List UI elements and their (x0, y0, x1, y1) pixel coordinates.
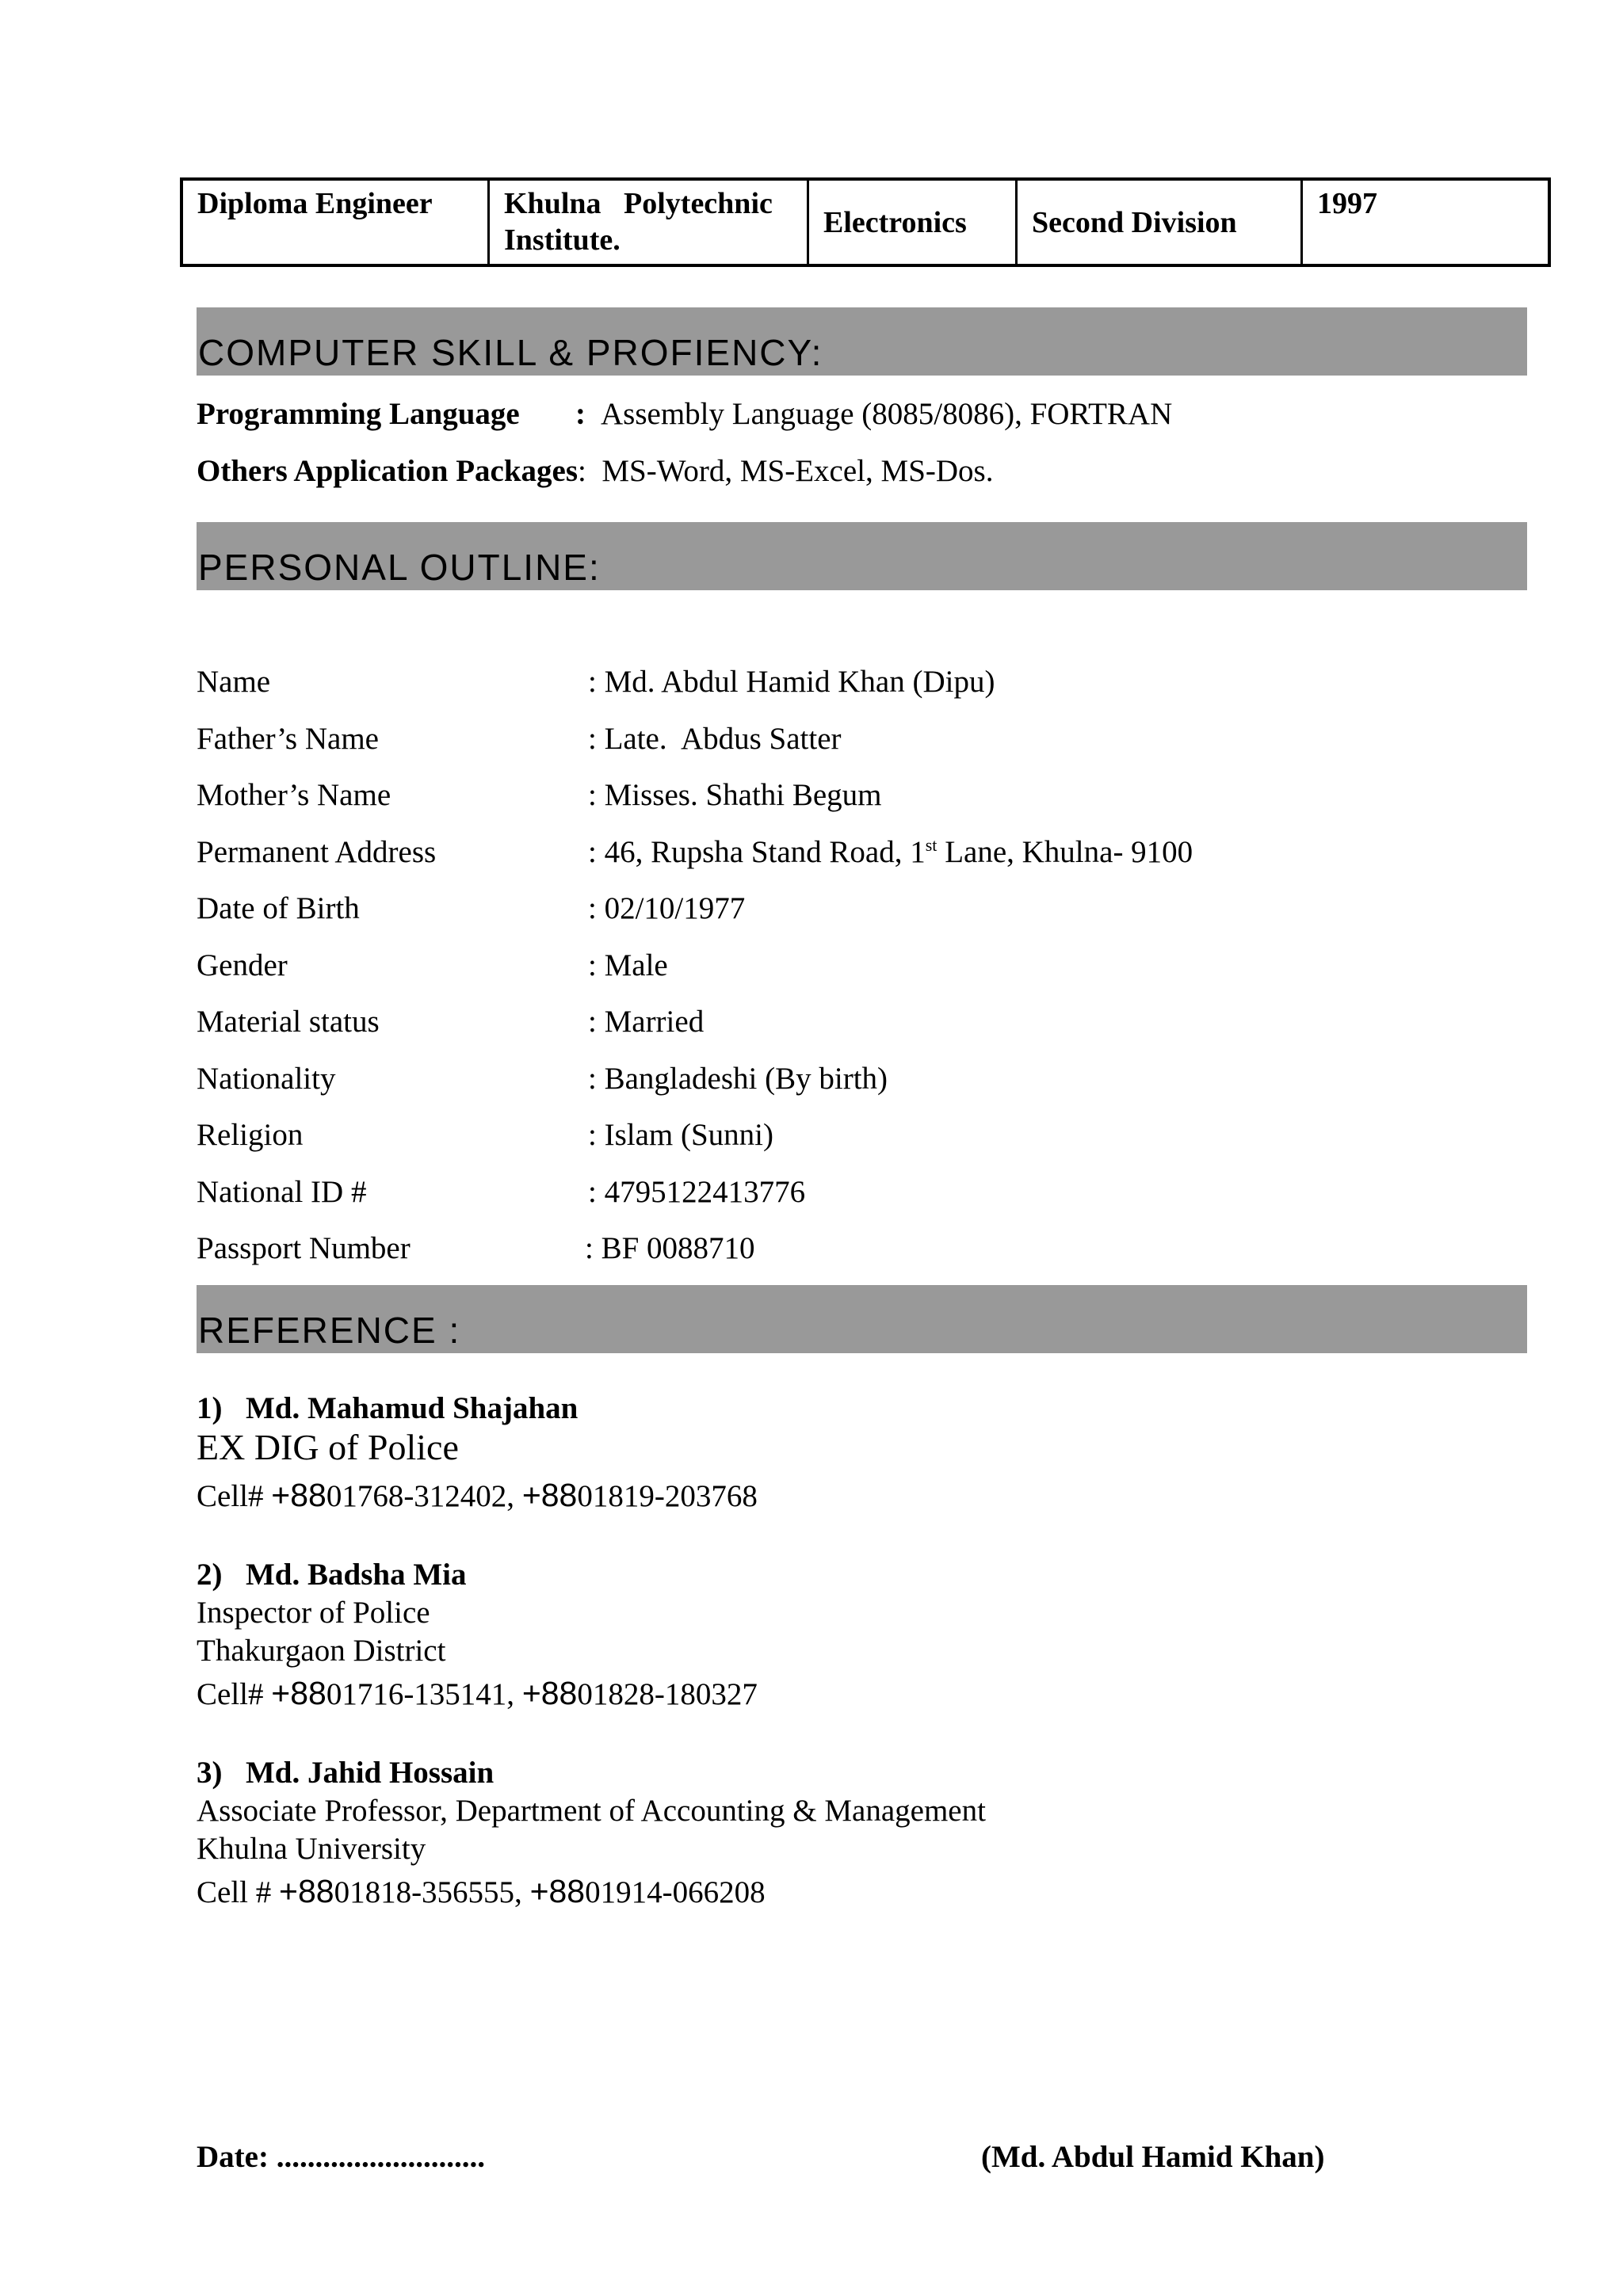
personal-row-address (197, 834, 1193, 870)
country-code: +88 (521, 1675, 578, 1711)
personal-row-mother (197, 777, 882, 813)
personal-value-cont: Lane, Khulna- 9100 (937, 835, 1193, 869)
reference-1-name (197, 1390, 578, 1426)
phone-number: 01818-356555, (334, 1875, 530, 1909)
personal-label: Religion (197, 1118, 304, 1152)
reference-1-cell (197, 1477, 758, 1514)
edu-year: 1997 (1317, 187, 1377, 220)
personal-value: : BF 0088710 (585, 1231, 755, 1265)
personal-row-name (197, 664, 995, 700)
reference-number: 3) (197, 1756, 223, 1790)
personal-label: Gender (197, 948, 288, 982)
application-packages-label: Others Application Packages (197, 454, 579, 488)
programming-language-colon: : (575, 397, 586, 431)
cell-prefix: Cell # (197, 1875, 279, 1909)
personal-row-religion (197, 1117, 773, 1153)
programming-language-label: Programming Language (197, 397, 520, 431)
personal-value: : 46, Rupsha Stand Road, 1 (588, 835, 926, 869)
signature-name: (Md. Abdul Hamid Khan) (981, 2140, 1325, 2174)
country-code: +88 (271, 1477, 327, 1513)
edu-institute-cell (490, 181, 809, 264)
country-code: +88 (271, 1675, 327, 1711)
programming-language-value: Assembly Language (8085/8086), FORTRAN (601, 397, 1173, 431)
country-code: +88 (521, 1477, 578, 1513)
application-packages-value: : MS-Word, MS-Excel, MS-Dos. (578, 454, 994, 488)
phone-number: 01819-203768 (577, 1479, 758, 1513)
cell-prefix: Cell# (197, 1479, 272, 1513)
personal-value: : Married (588, 1005, 705, 1039)
personal-value: : Md. Abdul Hamid Khan (Dipu) (588, 665, 995, 699)
cell-prefix: Cell# (197, 1677, 272, 1711)
ordinal-suffix: st (925, 835, 938, 855)
personal-value: : 4795122413776 (588, 1175, 806, 1209)
phone-number: 01914-066208 (585, 1875, 766, 1909)
edu-subject-cell (809, 181, 1018, 264)
personal-row-passport (197, 1230, 755, 1266)
reference-2-cell (197, 1675, 758, 1712)
personal-label: Mother’s Name (197, 778, 391, 812)
phone-number: 01716-135141, (326, 1677, 522, 1711)
reference-name-text: Md. Mahamud Shajahan (246, 1391, 579, 1425)
reference-number: 1) (197, 1391, 223, 1425)
reference-heading (197, 1285, 1527, 1353)
personal-value: : Islam (Sunni) (588, 1118, 773, 1152)
personal-label: National ID # (197, 1175, 367, 1209)
edu-institute-line2: Institute. (504, 223, 621, 257)
personal-label: Nationality (197, 1062, 336, 1096)
personal-label: Permanent Address (197, 835, 437, 869)
reference-3-name (197, 1755, 494, 1791)
country-code: +88 (279, 1873, 334, 1909)
edu-year-cell (1303, 181, 1548, 264)
edu-institute-line1: Khulna Polytechnic (504, 187, 773, 220)
personal-value: : 02/10/1977 (588, 891, 746, 925)
reference-number: 2) (197, 1558, 223, 1592)
edu-result-cell (1018, 181, 1303, 264)
personal-outline-heading-text: PERSONAL OUTLINE: (198, 547, 601, 588)
date-line: Date: ........................... (197, 2140, 485, 2174)
personal-row-dob (197, 891, 745, 926)
computer-skill-heading-text: COMPUTER SKILL & PROFIENCY: (198, 332, 823, 373)
personal-label: Name (197, 665, 271, 699)
edu-subject: Electronics (823, 205, 967, 239)
reference-3-org: Khulna University (197, 1832, 426, 1866)
personal-row-marital (197, 1004, 704, 1039)
reference-name-text: Md. Badsha Mia (246, 1558, 467, 1592)
reference-2-title: Inspector of Police (197, 1596, 430, 1630)
edu-result: Second Division (1032, 205, 1237, 239)
reference-name-text: Md. Jahid Hossain (246, 1756, 495, 1790)
personal-label: Father’s Name (197, 722, 379, 756)
programming-language-row (197, 396, 1172, 432)
personal-row-nationality (197, 1061, 888, 1097)
personal-value: : Bangladeshi (By birth) (588, 1062, 888, 1096)
personal-outline-heading (197, 522, 1527, 590)
personal-row-national-id (197, 1174, 805, 1210)
computer-skill-heading (197, 307, 1527, 376)
edu-degree-cell (183, 181, 490, 264)
reference-1-title: EX DIG of Police (197, 1427, 459, 1467)
application-packages-row (197, 453, 993, 489)
country-code: +88 (529, 1873, 586, 1909)
personal-label: Passport Number (197, 1231, 411, 1265)
personal-value: : Misses. Shathi Begum (588, 778, 882, 812)
personal-value: : Male (588, 948, 668, 982)
personal-value: : Late. Abdus Satter (588, 722, 842, 756)
personal-row-gender (197, 948, 668, 983)
education-table-row (180, 177, 1551, 267)
reference-heading-text: REFERENCE : (198, 1310, 461, 1351)
phone-number: 01768-312402, (326, 1479, 522, 1513)
edu-degree: Diploma Engineer (197, 187, 433, 220)
reference-2-name (197, 1557, 466, 1592)
reference-3-title: Associate Professor, Department of Accounting & Management (197, 1794, 986, 1828)
reference-3-cell (197, 1873, 766, 1910)
personal-label: Material status (197, 1005, 380, 1039)
personal-label: Date of Birth (197, 891, 360, 925)
personal-row-father (197, 721, 842, 757)
phone-number: 01828-180327 (577, 1677, 758, 1711)
reference-2-org: Thakurgaon District (197, 1634, 446, 1668)
